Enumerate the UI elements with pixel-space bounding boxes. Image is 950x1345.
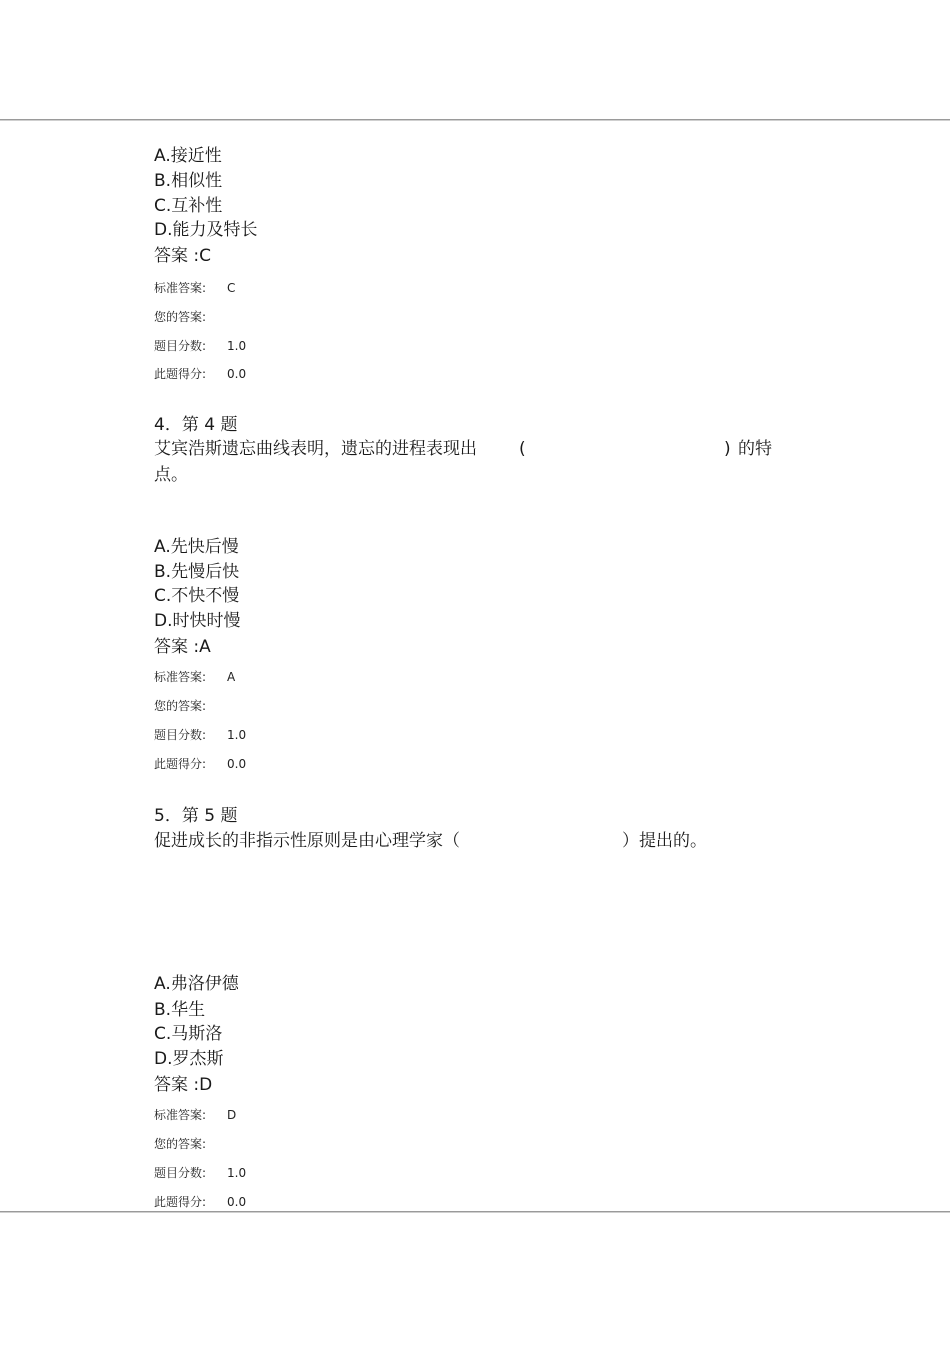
- q4-option-c: C.不快不慢: [154, 586, 240, 606]
- q5-option-a: A.弗洛伊德: [154, 974, 239, 994]
- meta-value: A: [227, 670, 236, 684]
- meta-label: 您的答案:: [154, 699, 207, 713]
- q5-option-d: D.罗杰斯: [154, 1049, 224, 1069]
- q4-earned-score: [154, 757, 247, 771]
- meta-value: C: [227, 281, 236, 295]
- q4-question-line1: [154, 439, 794, 459]
- q3-question-score: [154, 339, 247, 353]
- q3-option-a: A.接近性: [154, 146, 222, 166]
- meta-value: 1.0: [227, 1166, 247, 1180]
- q4-option-a: A.先快后慢: [154, 537, 239, 557]
- q4-blank-close: ): [724, 439, 731, 459]
- q5-header: 5．第 5 题: [154, 806, 238, 826]
- q3-standard-answer: [154, 281, 236, 295]
- meta-value: 0.0: [227, 1195, 247, 1209]
- q4-blank-open: (: [519, 439, 526, 459]
- q4-answer: 答案 :A: [154, 637, 211, 657]
- q3-option-d: D.能力及特长: [154, 220, 258, 240]
- q5-your-answer: [154, 1137, 206, 1151]
- meta-label: 标准答案:: [154, 670, 207, 684]
- q5-answer: 答案 :D: [154, 1075, 213, 1095]
- meta-label: 此题得分:: [154, 1195, 207, 1209]
- q4-option-d: D.时快时慢: [154, 611, 241, 631]
- q4-option-b: B.先慢后快: [154, 562, 240, 582]
- q5-blank-close: ）提出的。: [622, 831, 707, 851]
- q3-option-c: C.互补性: [154, 196, 223, 216]
- meta-label: 题目分数:: [154, 728, 207, 742]
- q4-text-after-blank: 的特: [738, 439, 772, 459]
- q5-earned-score: [154, 1195, 247, 1209]
- meta-value: 1.0: [227, 339, 247, 353]
- meta-label: 您的答案:: [154, 1137, 207, 1151]
- q4-question-score: [154, 728, 247, 742]
- meta-label: 题目分数:: [154, 339, 207, 353]
- q4-question-line2: 点。: [154, 465, 188, 485]
- meta-label: 您的答案:: [154, 310, 207, 324]
- meta-label: 标准答案:: [154, 1108, 207, 1122]
- meta-value: D: [227, 1108, 237, 1122]
- q3-answer: 答案 :C: [154, 246, 212, 266]
- meta-value: 0.0: [227, 757, 247, 771]
- bottom-divider: [0, 1211, 950, 1212]
- top-divider: [0, 119, 950, 120]
- q5-question-line1: [154, 831, 754, 851]
- q3-your-answer: [154, 310, 206, 324]
- q3-earned-score: [154, 367, 247, 381]
- q5-standard-answer: [154, 1108, 237, 1122]
- q5-text-before-blank: 促进成长的非指示性原则是由心理学家（: [154, 831, 460, 851]
- q4-header: 4．第 4 题: [154, 415, 238, 435]
- meta-value: 1.0: [227, 728, 247, 742]
- q5-question-score: [154, 1166, 247, 1180]
- q5-option-b: B.华生: [154, 1000, 206, 1020]
- meta-label: 题目分数:: [154, 1166, 207, 1180]
- meta-label: 标准答案:: [154, 281, 207, 295]
- meta-label: 此题得分:: [154, 367, 207, 381]
- q5-option-c: C.马斯洛: [154, 1024, 223, 1044]
- q4-text-before-blank: 艾宾浩斯遗忘曲线表明，遗忘的进程表现出: [154, 439, 477, 459]
- meta-value: 0.0: [227, 367, 247, 381]
- meta-label: 此题得分:: [154, 757, 207, 771]
- q4-your-answer: [154, 699, 206, 713]
- q3-option-b: B.相似性: [154, 171, 223, 191]
- q4-standard-answer: [154, 670, 236, 684]
